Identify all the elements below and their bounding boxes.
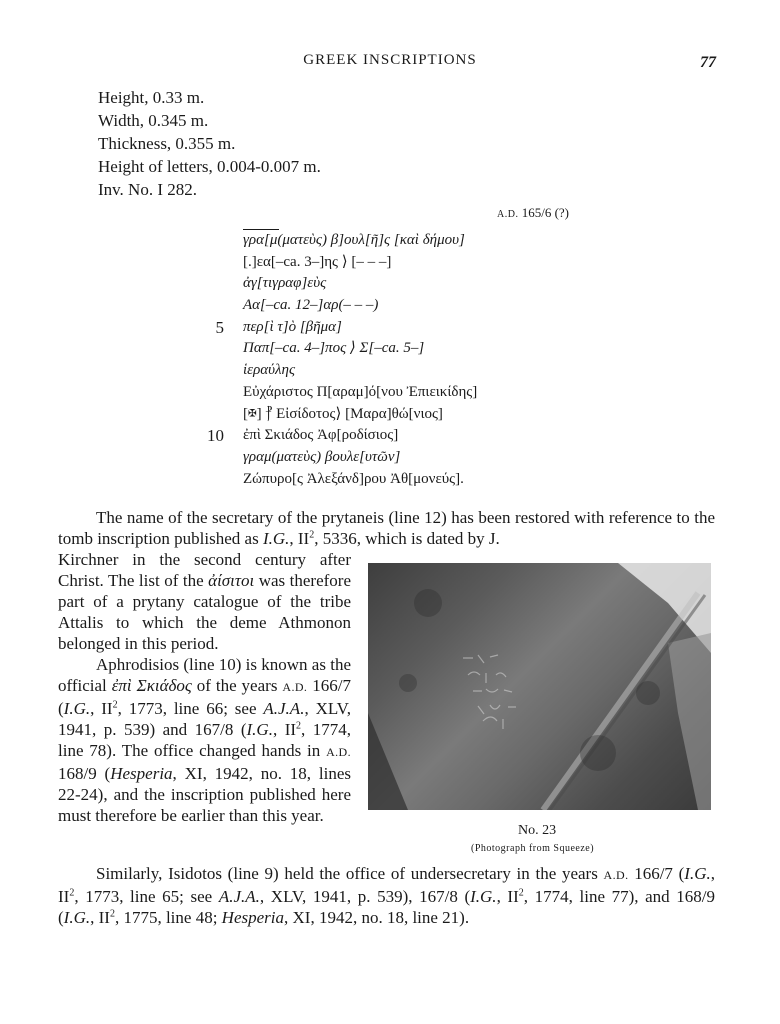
line-text: [.]εα[–ca. 3–]ης ⟩ [– – –]: [243, 253, 392, 270]
citation-ig: I.G.: [63, 699, 91, 718]
inventory-number: Inv. No. I 282.: [98, 180, 197, 199]
page-number: 77: [700, 54, 716, 71]
para-text: , 1775, line 48;: [114, 908, 222, 927]
para-text: 166/7 (: [58, 676, 351, 718]
photo-caption: No. 23: [518, 823, 557, 838]
para-text: , II: [90, 699, 113, 718]
superscript: 2: [112, 699, 118, 711]
para-text: 168/9 (: [58, 764, 111, 783]
wrapped-text-column: [58, 549, 351, 826]
para-text: , 1774, line 78). The office changed hands in: [58, 720, 352, 760]
citation-aja: A.J.A.: [263, 699, 305, 718]
paragraph-secretary: [58, 507, 715, 549]
line-text: Εὐχάριστος Π[αραμ]ό[νου Ἐπιεικίδης]: [243, 383, 478, 400]
greek-term: ἀίσιτοι: [208, 571, 255, 590]
line-text: γρα[μ(ματεὺς) β]ουλ[ῆ]ς [καὶ δήμου]: [243, 232, 465, 248]
running-header: GREEK INSCRIPTIONS: [303, 52, 477, 68]
para-text: , XLV, 1941, p. 539) and 167/8 (: [58, 699, 352, 739]
citation-ig: I.G.: [262, 529, 290, 548]
stone-fragment-image: [368, 563, 711, 810]
para-text: , 1773, line 65; see: [74, 887, 219, 906]
line-text: Παπ[–ca. 4–]πος ⟩ Σ[–ca. 5–]: [243, 340, 425, 357]
superscript: 2: [309, 529, 315, 541]
para-text: , XI, 1942, no. 18, line 21).: [284, 908, 470, 927]
para-text: , II: [289, 529, 310, 548]
line-number: 5: [215, 317, 224, 337]
para-text: , 1774, line 77), and 168/9 (: [58, 887, 716, 927]
para-text: , II: [58, 864, 715, 906]
para-text: , XI, 1942, no. 18, lines 22-24), and the inscription published here must therefore be earlier than this year.: [58, 764, 351, 825]
paragraph-isidotos: [58, 863, 715, 928]
para-text: , II: [496, 887, 519, 906]
para-text: of the years: [191, 676, 283, 695]
superscript: 2: [296, 720, 302, 732]
line-text: Ζώπυρο[ς Ἀλεξάνδ]ρου Ἀθ[μονεύς].: [243, 470, 464, 487]
line-text: ἐπὶ Σκιάδος Ἀφ[ροδίσιος]: [243, 427, 399, 444]
para-text: , XLV, 1941, p. 539), 167/8 (: [259, 887, 471, 906]
para-text: Aphrodisios (line 10) is known as the official: [58, 655, 351, 695]
line-text: [✠] ⳨ Εἰσίδοτος⟩ [Μαρα]θώ[νιος]: [243, 405, 443, 422]
para-text: , II: [272, 720, 297, 739]
line-number: 10: [207, 426, 224, 446]
measurement-thickness: Thickness, 0.355 m.: [98, 134, 236, 153]
line-text: περ[ὶ τ]ὸ [βῆμα]: [243, 318, 342, 335]
era-abbrev: A.D.: [603, 868, 629, 882]
para-text: The name of the secretary of the prytaneis (line 12) has been restored with reference to the tomb inscription published as: [58, 508, 715, 548]
photo-subcaption: (Photograph from Squeeze): [471, 843, 595, 854]
para-text: Similarly, Isidotos (line 9) held the office of undersecretary in the years: [96, 864, 604, 883]
para-text: , 5336, which is dated by J.: [314, 529, 500, 548]
superscript: 2: [109, 908, 115, 920]
era-abbrev: A.D.: [326, 745, 351, 759]
citation-hesperia: Hesperia: [221, 908, 284, 927]
line-text: Αα[–ca. 12–]αρ(– – –): [243, 297, 379, 314]
line-text: ἀγ[τιγραφ]εὺς: [243, 275, 327, 292]
citation-ig: I.G.: [246, 720, 273, 739]
line-text: ἱεραύλης: [243, 362, 296, 379]
para-text: , 1773, line 66; see: [117, 699, 264, 718]
paragraph-aphrodisios: [58, 654, 351, 826]
measurement-letter-height: Height of letters, 0.004-0.007 m.: [98, 157, 321, 176]
citation-hesperia: Hesperia: [110, 764, 173, 783]
superscript: 2: [518, 887, 524, 899]
inscription-photograph: [368, 563, 711, 810]
date-line: [497, 205, 569, 221]
line-text: γραμ(ματεὺς) βουλε[υτῶν]: [243, 448, 401, 465]
greek-term: ἐπὶ Σκιάδος: [111, 676, 192, 695]
measurement-width: Width, 0.345 m.: [98, 111, 209, 130]
paragraph-aisitoi: [58, 549, 351, 654]
citation-ig: I.G.: [684, 864, 711, 883]
era-abbrev: A.D.: [282, 680, 308, 694]
date-value: 165/6 (?): [521, 205, 569, 220]
citation-aja: A.J.A.: [218, 887, 260, 906]
para-text: was therefore part of a prytany catalogue of the tribe Attalis to which the deme Athmonon belonged in this period.: [58, 571, 351, 653]
para-text: 166/7 (: [628, 864, 685, 883]
superscript: 2: [69, 887, 75, 899]
measurement-height: Height, 0.33 m.: [98, 88, 205, 107]
citation-ig: I.G.: [470, 887, 497, 906]
para-text: , II: [90, 908, 110, 927]
citation-ig: I.G.: [63, 908, 91, 927]
date-era: A.D.: [497, 209, 519, 220]
para-text: Kirchner in the second century after Christ. The list of the: [58, 550, 351, 590]
measurements-list: [98, 86, 321, 201]
